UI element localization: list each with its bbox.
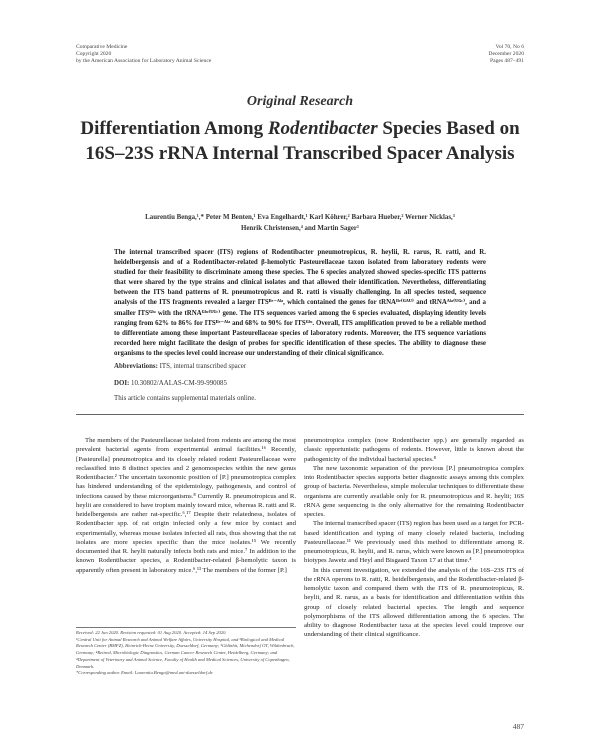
abbreviations-label: Abbreviations: xyxy=(114,363,158,370)
body-paragraph: The members of the Pasteurellaceae isolated from rodents are among the most prevalent bacterial agents from experimental animal facilities.¹⁶ Recently, [Pasteurella] pneumotropica and its closely related rodent Pasteurellaceae were reclassified into 8 distinct species and 2 genomospecies within the new genus Rodentibacter.² The uncertain taxonomic position of [P.] pneumotropica complex has hindered understanding of the epidemiology, pathogenesis, and control of infections caused by these microorganisms.⁸ Currently R. pneumotropicus and R. heylii are considered to have tropism mainly toward mice, whereas R. ratti and R. heidelbergensis are rather rat-specific.⁶,¹⁷ Despite their relatedness, isolates of Rodentibacter spp. of rat origin infected only a few mice by contact and experimentally, whereas mouse isolates infected all rats, thus showing that the rat isolates are more species specific than the mice isolates.¹⁵ We recently documented that R. heylii naturally infects both rats and mice.⁷ In addition to the known Rodentibacter species, a Rodentibacter-related β-hemolytic taxon is apparently often present in laboratory mice.⁶,¹³ The members of the former [P.] xyxy=(76,437,296,574)
copyright: Copyright 2020 xyxy=(76,51,112,58)
article-title xyxy=(60,117,540,166)
footnote-divider xyxy=(76,627,296,628)
page-number: 487 xyxy=(512,722,524,731)
doi-label: DOI: xyxy=(114,380,130,387)
footnote xyxy=(76,630,296,677)
body-column-right xyxy=(304,436,524,640)
author-list xyxy=(110,213,490,234)
issue-date: December 2020 xyxy=(488,51,524,58)
section-divider xyxy=(76,414,524,415)
body-paragraph: The internal transcribed spacer (ITS) region has been used as a target for PCR-based identification and typing of many closely related bacteria, including Pasteurellaceae.¹¹ We previously used this method to differentiate among R. pneumotropicus, R. heylii, and R. rarus, which were known as [P.] pneumotropica biotypes Jawetz and Heyl and Bisgaard Taxon 17 at that time.⁴ xyxy=(304,520,525,565)
society: by the American Association for Laboratory Animal Science xyxy=(76,58,212,65)
issue-info xyxy=(488,44,524,66)
supplemental-note: This article contains supplemental materials online. xyxy=(114,395,256,402)
abstract: The internal transcribed spacer (ITS) regions of Rodentibacter pneumotropicus, R. heylii, R. rarus, R. ratti, and R. heidelbergensis and of a Rodentibacter-related β-hemolytic Pasteurellaceae taxon isolated from laboratory rodents were studied for their feasibility to discriminate among these species. The 6 species analyzed showed species-specific ITS patterns that were shared by the type strains and clinical isolates and that allowed their identification. Nevertheless, differentiating between the ITS band patterns of R. pneumotropicus and R. ratti is visually challenging. In all species tested, sequence analysis of the ITS fragments revealed a larger ITSᴵˡᵉ⁻ᴬˡᵃ, which contained the genes for tRNAᴵˡᵉ⁽ᴳᴬᵁ⁾ and tRNAᴬˡᵃ⁽ᵁᴳᶜ⁾, and a smaller ITSᴳˡᵘ with the tRNAᴳˡᵘ⁽ᵁᵁᶜ⁾ gene. The ITS sequences varied among the 6 species evaluated, displaying identity levels ranging from 62% to 86% for ITSᴵˡᵉ⁻ᴬˡᵃ and 68% to 90% for ITSᴳˡᵘ. Overall, ITS amplification proved to be a reliable method to differentiate among these important Pasteurellaceae species of laboratory rodents. Moreover, the ITS sequence variations recorded here might facilitate the design of probes for specific identification of these species. The ability to diagnose these organisms to the species level could increase our understanding of their clinical significance. xyxy=(114,249,486,357)
affiliations: ¹Central Unit for Animal Research and Animal Welfare Affairs, University Hospital, and ²Biological and Medical Research Center (BMFZ), Heinrich-Heine University, Duesseldorf, Germany; ³Ghlinhit, Michendorf OT, Wildenbruch, Germany; ⁴Retired, Microbiologic Diagnostics, German Cancer Research Center, Heidelberg, Germany; and ⁴Department of Veterinary and Animal Science, Faculty of Health and Medical Sciences, University of Copenhagen, Denmark. xyxy=(76,636,295,669)
title-part-2: Species Based on 16S–23S rRNA Internal Transcribed Spacer Analysis xyxy=(85,118,520,164)
abbreviations xyxy=(114,363,486,370)
journal-header xyxy=(76,44,211,66)
received-dates: Received: 22 Jun 2020. Revision requested: 01 Aug 2020. Accepted: 14 Sep 2020. xyxy=(76,630,227,635)
page-range: Pages 487–491 xyxy=(489,58,524,65)
body-paragraph: In this current investigation, we extended the analysis of the 16S–23S ITS of the rRNA operons to R. ratti, R. heidelbergensis, and the Rodentibacter-related β-hemolytic taxon and compared them with the ITS of R. pneumotropicus, R. heylii, and R. rarus, as a basis for identification and differentiation within this group of closely related bacterial species. The length and sequence polymorphisms of the ITS allowed differentiation among the 6 species. The ability to diagnose Rodentibacter taxa at the species level could improve our understanding of their clinical significance. xyxy=(304,566,524,639)
abbreviations-text: ITS, internal transcribed spacer xyxy=(157,363,247,370)
title-italic: Rodentibacter xyxy=(267,118,378,139)
section-label: Original Research xyxy=(246,94,354,109)
body-paragraph: The new taxonomic separation of the previous [P.] pneumotropica complex into Rodentibacter species supports better diagnostic assays among this complex group of bacteria. Nevertheless, simple molecular techniques to differentiate these organisms are currently available only for R. pneumotropicus and R. heylii; 16S rRNA gene sequencing is the only alternative for the remaining Rodentibacter species. xyxy=(304,464,524,518)
authors-line-1: Laurentiu Benga,¹,* Peter M Benten,¹ Eva Engelhardt,¹ Karl Köhrer,² Barbara Hueber,² Werner Nicklas,³ xyxy=(145,214,455,221)
journal-name: Comparative Medicine xyxy=(76,44,128,50)
body-paragraph: pneumotropica complex (now Rodentibacter spp.) are generally regarded as classic opportunistic pathogens of rodents. However, little is known about the pathogenicity of the individual bacterial species.⁸ xyxy=(304,437,524,463)
body-column-left xyxy=(76,436,296,575)
authors-line-2: Henrik Christensen,⁴ and Martin Sager¹ xyxy=(240,224,360,232)
doi xyxy=(114,380,486,387)
corresponding-author: *Corresponding author. Email: Laurentiu.Benga@med.uni-duesseldorf.de xyxy=(76,670,213,676)
title-part-1: Differentiation Among xyxy=(80,118,268,139)
doi-text: 10.30802/AALAS-CM-99-990085 xyxy=(129,380,227,387)
volume: Vol 70, No 6 xyxy=(495,44,524,50)
